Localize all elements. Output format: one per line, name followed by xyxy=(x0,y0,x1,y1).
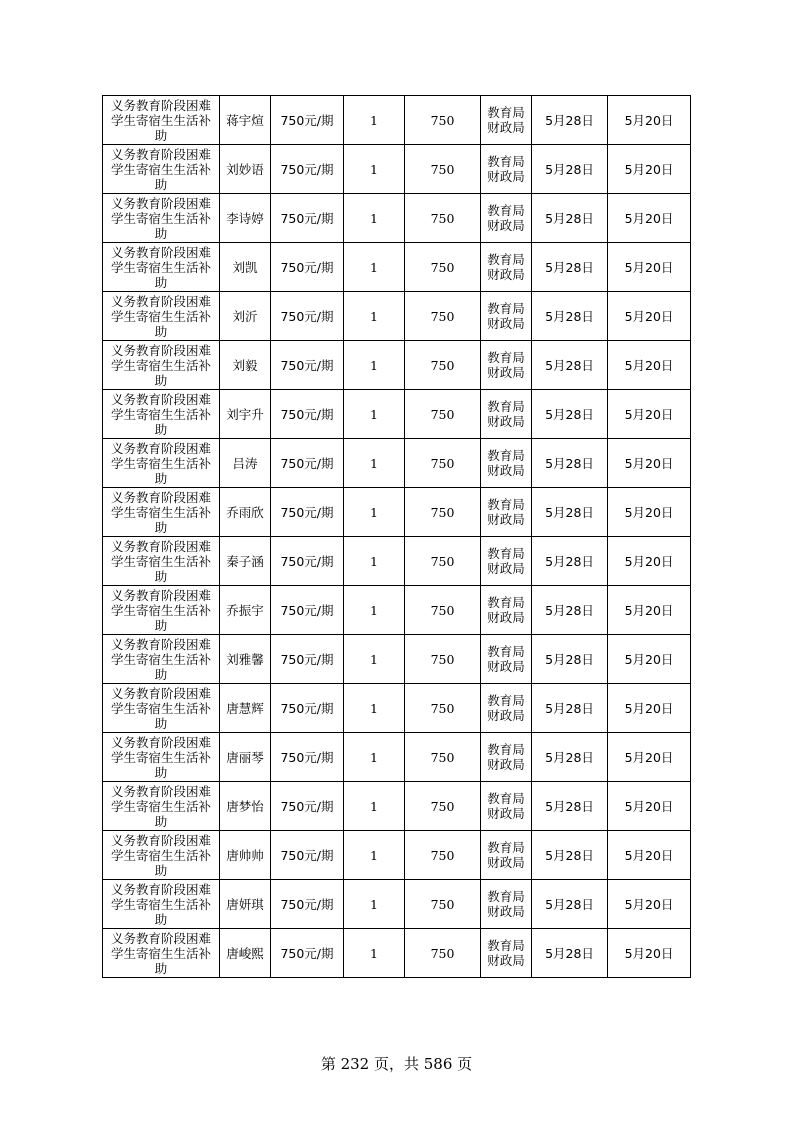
department-line: 教育局 xyxy=(487,399,525,414)
date-cell: 5月20日 xyxy=(608,635,691,684)
quantity-cell: 1 xyxy=(344,782,405,831)
date-cell: 5月20日 xyxy=(608,733,691,782)
amount-cell: 750 xyxy=(405,586,481,635)
project-line: 义务教育阶段困难 xyxy=(110,146,211,162)
department-line: 教育局 xyxy=(487,644,525,659)
department-line: 教育局 xyxy=(487,497,525,512)
standard-cell: 750元/期 xyxy=(271,292,344,341)
amount-cell: 750 xyxy=(405,145,481,194)
project-line: 义务教育阶段困难 xyxy=(110,832,211,848)
date-cell: 5月28日 xyxy=(532,243,608,292)
department-line: 教育局 xyxy=(487,693,525,708)
amount-cell: 750 xyxy=(405,292,481,341)
project-line: 助 xyxy=(154,323,168,339)
table-row xyxy=(103,733,691,782)
project-line: 义务教育阶段困难 xyxy=(110,881,211,897)
amount-cell: 750 xyxy=(405,635,481,684)
project-cell xyxy=(103,341,220,390)
project-line: 助 xyxy=(154,421,168,437)
department-line: 财政局 xyxy=(487,610,525,625)
table-row xyxy=(103,537,691,586)
date-cell: 5月20日 xyxy=(608,390,691,439)
project-line: 学生寄宿生生活补 xyxy=(110,112,211,128)
standard-cell: 750元/期 xyxy=(271,782,344,831)
department-line: 财政局 xyxy=(487,953,525,968)
department-line: 教育局 xyxy=(487,938,525,953)
date-cell: 5月28日 xyxy=(532,684,608,733)
department-cell xyxy=(481,831,532,880)
department-line: 财政局 xyxy=(487,414,525,429)
table-row xyxy=(103,439,691,488)
department-line: 教育局 xyxy=(487,301,525,316)
project-line: 义务教育阶段困难 xyxy=(110,783,211,799)
name-cell: 李诗婷 xyxy=(220,194,271,243)
standard-cell: 750元/期 xyxy=(271,929,344,978)
date-cell: 5月28日 xyxy=(532,292,608,341)
department-line: 教育局 xyxy=(487,791,525,806)
department-cell xyxy=(481,96,532,145)
project-line: 助 xyxy=(154,568,168,584)
department-line: 财政局 xyxy=(487,512,525,527)
project-line: 学生寄宿生生活补 xyxy=(110,308,211,324)
project-line: 学生寄宿生生活补 xyxy=(110,651,211,667)
quantity-cell: 1 xyxy=(344,929,405,978)
quantity-cell: 1 xyxy=(344,537,405,586)
date-cell: 5月20日 xyxy=(608,782,691,831)
project-cell xyxy=(103,929,220,978)
date-cell: 5月28日 xyxy=(532,145,608,194)
amount-cell: 750 xyxy=(405,488,481,537)
name-cell: 乔振宇 xyxy=(220,586,271,635)
table-row xyxy=(103,929,691,978)
table-row xyxy=(103,488,691,537)
project-cell xyxy=(103,782,220,831)
project-line: 助 xyxy=(154,372,168,388)
department-line: 教育局 xyxy=(487,203,525,218)
name-cell: 刘妙语 xyxy=(220,145,271,194)
page-footer: 第 232 页，共 586 页 xyxy=(320,1055,473,1073)
date-cell: 5月20日 xyxy=(608,831,691,880)
project-line: 义务教育阶段困难 xyxy=(110,342,211,358)
project-line: 义务教育阶段困难 xyxy=(110,930,211,946)
project-line: 助 xyxy=(154,911,168,927)
department-line: 财政局 xyxy=(487,365,525,380)
project-line: 义务教育阶段困难 xyxy=(110,244,211,260)
department-cell xyxy=(481,635,532,684)
amount-cell: 750 xyxy=(405,537,481,586)
department-cell xyxy=(481,586,532,635)
project-line: 助 xyxy=(154,715,168,731)
project-line: 学生寄宿生生活补 xyxy=(110,749,211,765)
project-line: 学生寄宿生生活补 xyxy=(110,700,211,716)
project-line: 助 xyxy=(154,862,168,878)
name-cell: 蒋宇煊 xyxy=(220,96,271,145)
date-cell: 5月28日 xyxy=(532,733,608,782)
department-cell xyxy=(481,341,532,390)
project-line: 助 xyxy=(154,617,168,633)
department-line: 财政局 xyxy=(487,806,525,821)
date-cell: 5月20日 xyxy=(608,96,691,145)
department-line: 教育局 xyxy=(487,840,525,855)
department-line: 财政局 xyxy=(487,659,525,674)
name-cell: 刘毅 xyxy=(220,341,271,390)
table-row xyxy=(103,145,691,194)
date-cell: 5月28日 xyxy=(532,341,608,390)
project-line: 义务教育阶段困难 xyxy=(110,293,211,309)
project-cell xyxy=(103,880,220,929)
department-line: 教育局 xyxy=(487,154,525,169)
quantity-cell: 1 xyxy=(344,341,405,390)
standard-cell: 750元/期 xyxy=(271,684,344,733)
standard-cell: 750元/期 xyxy=(271,341,344,390)
project-cell xyxy=(103,537,220,586)
department-cell xyxy=(481,782,532,831)
department-line: 教育局 xyxy=(487,889,525,904)
department-cell xyxy=(481,537,532,586)
project-line: 学生寄宿生生活补 xyxy=(110,357,211,373)
department-cell xyxy=(481,194,532,243)
project-line: 义务教育阶段困难 xyxy=(110,538,211,554)
project-cell xyxy=(103,635,220,684)
amount-cell: 750 xyxy=(405,194,481,243)
project-line: 义务教育阶段困难 xyxy=(110,587,211,603)
name-cell: 唐妍琪 xyxy=(220,880,271,929)
department-line: 教育局 xyxy=(487,595,525,610)
standard-cell: 750元/期 xyxy=(271,439,344,488)
department-cell xyxy=(481,733,532,782)
department-cell xyxy=(481,292,532,341)
date-cell: 5月20日 xyxy=(608,586,691,635)
project-line: 学生寄宿生生活补 xyxy=(110,896,211,912)
project-line: 学生寄宿生生活补 xyxy=(110,798,211,814)
department-line: 教育局 xyxy=(487,350,525,365)
project-line: 助 xyxy=(154,470,168,486)
table-row xyxy=(103,880,691,929)
date-cell: 5月28日 xyxy=(532,488,608,537)
project-cell xyxy=(103,733,220,782)
table-row xyxy=(103,96,691,145)
table-row xyxy=(103,782,691,831)
project-cell xyxy=(103,145,220,194)
date-cell: 5月28日 xyxy=(532,390,608,439)
project-line: 义务教育阶段困难 xyxy=(110,685,211,701)
subsidy-table xyxy=(102,95,691,978)
standard-cell: 750元/期 xyxy=(271,194,344,243)
project-line: 义务教育阶段困难 xyxy=(110,734,211,750)
project-line: 助 xyxy=(154,764,168,780)
project-line: 助 xyxy=(154,176,168,192)
project-line: 学生寄宿生生活补 xyxy=(110,161,211,177)
quantity-cell: 1 xyxy=(344,243,405,292)
date-cell: 5月28日 xyxy=(532,880,608,929)
standard-cell: 750元/期 xyxy=(271,390,344,439)
quantity-cell: 1 xyxy=(344,194,405,243)
standard-cell: 750元/期 xyxy=(271,488,344,537)
department-line: 财政局 xyxy=(487,904,525,919)
department-line: 财政局 xyxy=(487,218,525,233)
department-cell xyxy=(481,684,532,733)
quantity-cell: 1 xyxy=(344,292,405,341)
department-line: 财政局 xyxy=(487,463,525,478)
department-line: 财政局 xyxy=(487,169,525,184)
date-cell: 5月20日 xyxy=(608,488,691,537)
date-cell: 5月20日 xyxy=(608,537,691,586)
table-row xyxy=(103,194,691,243)
project-cell xyxy=(103,194,220,243)
amount-cell: 750 xyxy=(405,341,481,390)
project-line: 助 xyxy=(154,225,168,241)
department-cell xyxy=(481,390,532,439)
project-line: 助 xyxy=(154,127,168,143)
name-cell: 秦子涵 xyxy=(220,537,271,586)
name-cell: 刘雅馨 xyxy=(220,635,271,684)
date-cell: 5月20日 xyxy=(608,292,691,341)
project-line: 义务教育阶段困难 xyxy=(110,636,211,652)
standard-cell: 750元/期 xyxy=(271,733,344,782)
standard-cell: 750元/期 xyxy=(271,635,344,684)
project-cell xyxy=(103,831,220,880)
standard-cell: 750元/期 xyxy=(271,243,344,292)
name-cell: 刘凯 xyxy=(220,243,271,292)
date-cell: 5月20日 xyxy=(608,341,691,390)
table-row xyxy=(103,586,691,635)
project-cell xyxy=(103,243,220,292)
table-row xyxy=(103,390,691,439)
name-cell: 唐峻熙 xyxy=(220,929,271,978)
project-line: 学生寄宿生生活补 xyxy=(110,945,211,961)
date-cell: 5月20日 xyxy=(608,684,691,733)
department-line: 教育局 xyxy=(487,546,525,561)
department-line: 教育局 xyxy=(487,252,525,267)
name-cell: 乔雨欣 xyxy=(220,488,271,537)
amount-cell: 750 xyxy=(405,390,481,439)
department-cell xyxy=(481,243,532,292)
project-line: 学生寄宿生生活补 xyxy=(110,210,211,226)
project-line: 助 xyxy=(154,274,168,290)
project-line: 助 xyxy=(154,813,168,829)
table-row xyxy=(103,684,691,733)
quantity-cell: 1 xyxy=(344,96,405,145)
date-cell: 5月28日 xyxy=(532,96,608,145)
department-line: 财政局 xyxy=(487,561,525,576)
name-cell: 吕涛 xyxy=(220,439,271,488)
project-line: 学生寄宿生生活补 xyxy=(110,259,211,275)
name-cell: 唐帅帅 xyxy=(220,831,271,880)
table-row xyxy=(103,341,691,390)
amount-cell: 750 xyxy=(405,96,481,145)
date-cell: 5月28日 xyxy=(532,586,608,635)
department-cell xyxy=(481,145,532,194)
project-line: 学生寄宿生生活补 xyxy=(110,504,211,520)
date-cell: 5月20日 xyxy=(608,880,691,929)
quantity-cell: 1 xyxy=(344,390,405,439)
amount-cell: 750 xyxy=(405,684,481,733)
standard-cell: 750元/期 xyxy=(271,586,344,635)
date-cell: 5月28日 xyxy=(532,537,608,586)
project-cell xyxy=(103,488,220,537)
amount-cell: 750 xyxy=(405,439,481,488)
amount-cell: 750 xyxy=(405,880,481,929)
date-cell: 5月28日 xyxy=(532,194,608,243)
name-cell: 唐丽琴 xyxy=(220,733,271,782)
standard-cell: 750元/期 xyxy=(271,880,344,929)
date-cell: 5月28日 xyxy=(532,635,608,684)
project-line: 助 xyxy=(154,960,168,976)
name-cell: 刘宇升 xyxy=(220,390,271,439)
project-line: 义务教育阶段困难 xyxy=(110,391,211,407)
quantity-cell: 1 xyxy=(344,635,405,684)
project-line: 义务教育阶段困难 xyxy=(110,489,211,505)
project-cell xyxy=(103,96,220,145)
project-cell xyxy=(103,684,220,733)
quantity-cell: 1 xyxy=(344,831,405,880)
project-line: 学生寄宿生生活补 xyxy=(110,553,211,569)
quantity-cell: 1 xyxy=(344,145,405,194)
date-cell: 5月20日 xyxy=(608,145,691,194)
date-cell: 5月20日 xyxy=(608,439,691,488)
project-cell xyxy=(103,292,220,341)
department-line: 财政局 xyxy=(487,267,525,282)
project-line: 义务教育阶段困难 xyxy=(110,195,211,211)
department-cell xyxy=(481,439,532,488)
amount-cell: 750 xyxy=(405,733,481,782)
quantity-cell: 1 xyxy=(344,733,405,782)
project-line: 学生寄宿生生活补 xyxy=(110,847,211,863)
project-line: 助 xyxy=(154,519,168,535)
date-cell: 5月20日 xyxy=(608,194,691,243)
date-cell: 5月28日 xyxy=(532,831,608,880)
quantity-cell: 1 xyxy=(344,880,405,929)
name-cell: 唐梦怡 xyxy=(220,782,271,831)
amount-cell: 750 xyxy=(405,929,481,978)
date-cell: 5月28日 xyxy=(532,929,608,978)
amount-cell: 750 xyxy=(405,243,481,292)
department-line: 财政局 xyxy=(487,120,525,135)
department-cell xyxy=(481,488,532,537)
amount-cell: 750 xyxy=(405,782,481,831)
standard-cell: 750元/期 xyxy=(271,96,344,145)
project-cell xyxy=(103,586,220,635)
date-cell: 5月20日 xyxy=(608,243,691,292)
date-cell: 5月28日 xyxy=(532,439,608,488)
department-cell xyxy=(481,880,532,929)
table-row xyxy=(103,831,691,880)
name-cell: 刘沂 xyxy=(220,292,271,341)
standard-cell: 750元/期 xyxy=(271,145,344,194)
project-line: 学生寄宿生生活补 xyxy=(110,406,211,422)
date-cell: 5月20日 xyxy=(608,929,691,978)
quantity-cell: 1 xyxy=(344,684,405,733)
department-line: 财政局 xyxy=(487,708,525,723)
project-cell xyxy=(103,390,220,439)
project-line: 义务教育阶段困难 xyxy=(110,440,211,456)
department-line: 教育局 xyxy=(487,105,525,120)
department-line: 教育局 xyxy=(487,448,525,463)
project-cell xyxy=(103,439,220,488)
amount-cell: 750 xyxy=(405,831,481,880)
department-line: 财政局 xyxy=(487,757,525,772)
quantity-cell: 1 xyxy=(344,586,405,635)
quantity-cell: 1 xyxy=(344,488,405,537)
standard-cell: 750元/期 xyxy=(271,537,344,586)
date-cell: 5月28日 xyxy=(532,782,608,831)
project-line: 义务教育阶段困难 xyxy=(110,97,211,113)
project-line: 学生寄宿生生活补 xyxy=(110,602,211,618)
project-line: 学生寄宿生生活补 xyxy=(110,455,211,471)
department-line: 教育局 xyxy=(487,742,525,757)
project-line: 助 xyxy=(154,666,168,682)
table-row xyxy=(103,292,691,341)
department-line: 财政局 xyxy=(487,855,525,870)
standard-cell: 750元/期 xyxy=(271,831,344,880)
name-cell: 唐慧辉 xyxy=(220,684,271,733)
department-line: 财政局 xyxy=(487,316,525,331)
table-row xyxy=(103,243,691,292)
quantity-cell: 1 xyxy=(344,439,405,488)
department-cell xyxy=(481,929,532,978)
table-row xyxy=(103,635,691,684)
